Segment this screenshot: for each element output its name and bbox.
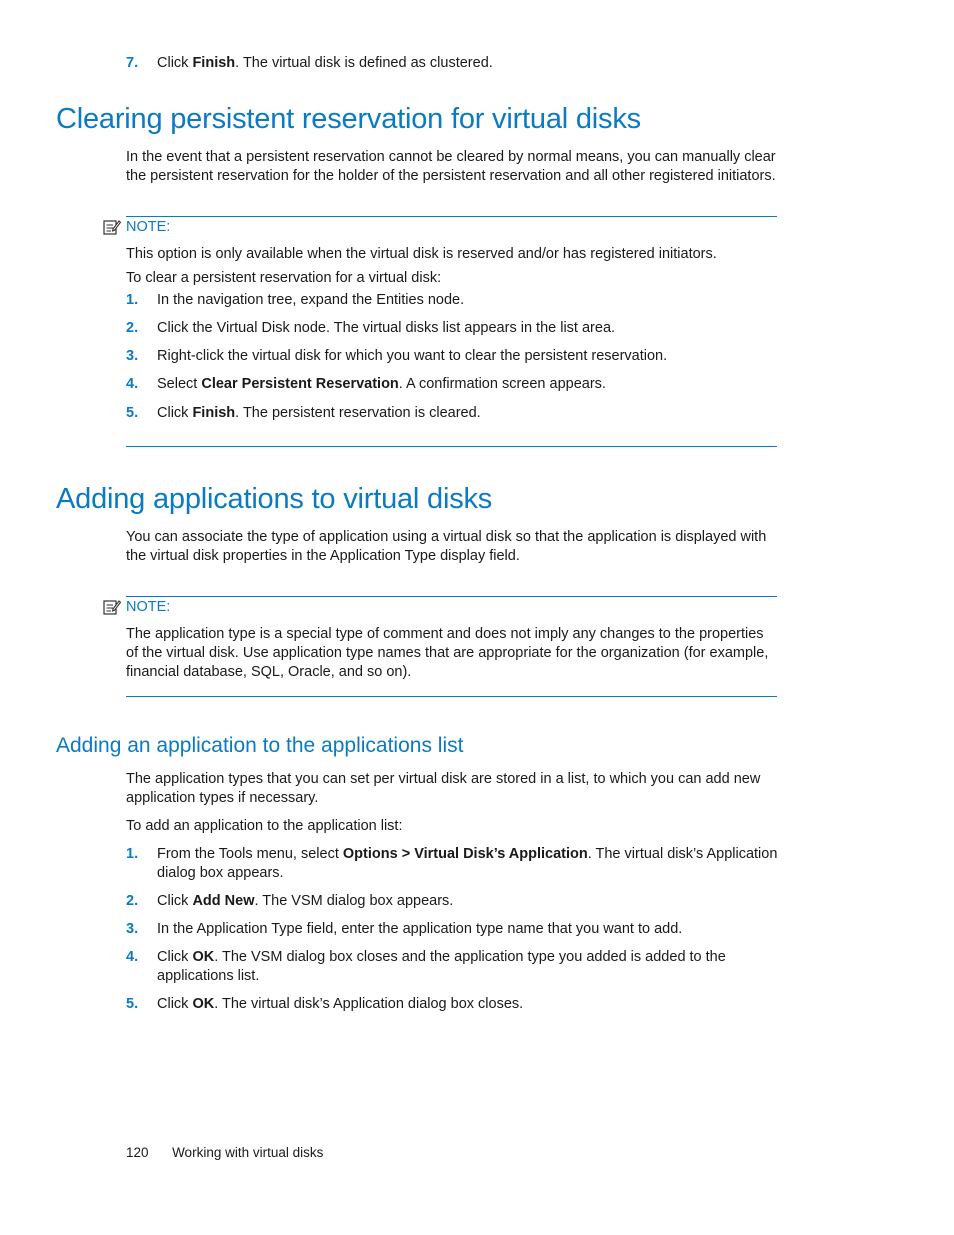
note-top-rule (126, 216, 777, 217)
step-text: Select Clear Persistent Reservation. A confirmation screen appears. (157, 376, 606, 392)
section-title-clearing: Clearing persistent reservation for virtual disks (56, 103, 641, 135)
note-label: NOTE: (126, 219, 171, 235)
note-bottom-rule (126, 696, 777, 697)
step-number: 3. (126, 921, 139, 937)
note-text: The application type is a special type of comment and does not imply any changes to the properties of the virtual disk. Use application type names that are appropriate for the organization (for example, financial database, SQL, Oracle, and so on). (126, 626, 769, 680)
step-text: In the Application Type field, enter the application type name that you want to add. (157, 921, 683, 937)
step-text: Click OK. The virtual disk’s Application dialog box closes. (157, 996, 524, 1012)
section-intro: The application types that you can set per virtual disk are stored in a list, to which you can add new application types if necessary. (126, 771, 761, 806)
step-number: 5. (126, 405, 139, 421)
note-header (103, 219, 170, 235)
step-text: Click Finish. The persistent reservation is cleared. (157, 405, 481, 421)
page-footer (126, 1145, 323, 1160)
step-text: Click Add New. The VSM dialog box appears. (157, 893, 454, 909)
note-text: This option is only available when the virtual disk is reserved and/or has registered initiators. (126, 246, 717, 262)
subsection-title: Adding an application to the applications list (56, 734, 464, 757)
step-text: Click the Virtual Disk node. The virtual disks list appears in the list area. (157, 320, 616, 336)
step-text: Right-click the virtual disk for which you want to clear the persistent reservation. (157, 348, 668, 364)
page-number: 120 (126, 1145, 149, 1160)
procedure-intro: To add an application to the application list: (126, 818, 403, 834)
step-text: From the Tools menu, select Options > Virtual Disk’s Application. The virtual disk’s Application dialog box appears. (157, 846, 778, 881)
step-number: 2. (126, 320, 139, 336)
step-text: Click Finish. The virtual disk is defined as clustered. (157, 55, 493, 71)
step-number: 7. (126, 55, 139, 71)
step-number: 1. (126, 292, 139, 308)
section-title-adding-applications: Adding applications to virtual disks (56, 483, 493, 515)
step-number: 4. (126, 949, 139, 965)
note-label: NOTE: (126, 599, 171, 615)
step-text: In the navigation tree, expand the Entities node. (157, 292, 465, 308)
procedure-intro: To clear a persistent reservation for a virtual disk: (126, 270, 442, 286)
step-number: 5. (126, 996, 139, 1012)
step-number: 2. (126, 893, 139, 909)
note-pencil-icon (103, 599, 121, 615)
note-header (103, 599, 170, 615)
section-intro: You can associate the type of application using a virtual disk so that the application is displayed with the virtual disk properties in the Application Type display field. (126, 529, 767, 564)
step-text: Click OK. The VSM dialog box closes and the application type you added is added to the applications list. (157, 949, 726, 984)
step-number: 3. (126, 348, 139, 364)
footer-section-name: Working with virtual disks (172, 1145, 324, 1160)
step-number: 4. (126, 376, 139, 392)
note-pencil-icon (103, 219, 121, 235)
section-intro: In the event that a persistent reservation cannot be cleared by normal means, you can manually clear the persistent reservation for the holder of the persistent reservation and all other registered initiators. (126, 149, 776, 184)
note-bottom-rule (126, 446, 777, 447)
note-top-rule (126, 596, 777, 597)
step-number: 1. (126, 846, 139, 862)
